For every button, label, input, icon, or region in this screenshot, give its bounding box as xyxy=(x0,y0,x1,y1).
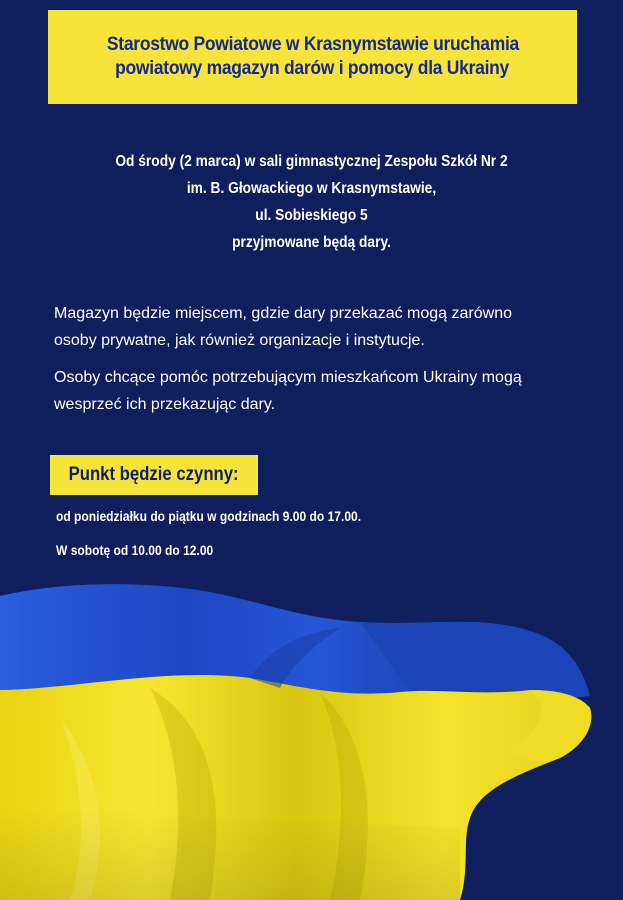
hours-saturday: W sobotę od 10.00 do 12.00 xyxy=(56,542,214,558)
hours-heading-badge xyxy=(50,455,258,495)
address-line-4: przyjmowane będą dary. xyxy=(232,234,391,251)
paragraph-warehouse-line-2: osoby prywatne, jak również organizacje i instytucje. xyxy=(54,332,425,349)
address-line-1: Od środy (2 marca) w sali gimnastycznej Zespołu Szkół Nr 2 xyxy=(115,153,508,170)
address-line-3: ul. Sobieskiego 5 xyxy=(255,207,368,224)
hours-heading: Punkt będzie czynny: xyxy=(68,464,240,485)
ukraine-flag-icon xyxy=(0,578,623,900)
paragraph-support-line-1: Osoby chcące pomóc potrzebującym mieszkańcom Ukrainy mogą xyxy=(54,369,522,386)
address-block xyxy=(20,148,603,256)
paragraph-warehouse xyxy=(54,300,568,354)
title-line-2: powiatowy magazyn darów i pomocy dla Ukrainy xyxy=(115,58,510,79)
title-line-1: Starostwo Powiatowe w Krasnymstawie uruchamia xyxy=(106,34,519,55)
title-banner xyxy=(48,10,577,104)
address-line-2: im. B. Głowackiego w Krasnymstawie, xyxy=(186,180,437,197)
hours-weekdays: od poniedziałku do piątku w godzinach 9.00 do 17.00. xyxy=(56,508,362,524)
paragraph-warehouse-line-1: Magazyn będzie miejscem, gdzie dary przekazać mogą zarówno xyxy=(54,305,512,322)
paragraph-support-line-2: wesprzeć ich przekazując dary. xyxy=(54,396,276,413)
paragraph-support xyxy=(54,364,568,418)
